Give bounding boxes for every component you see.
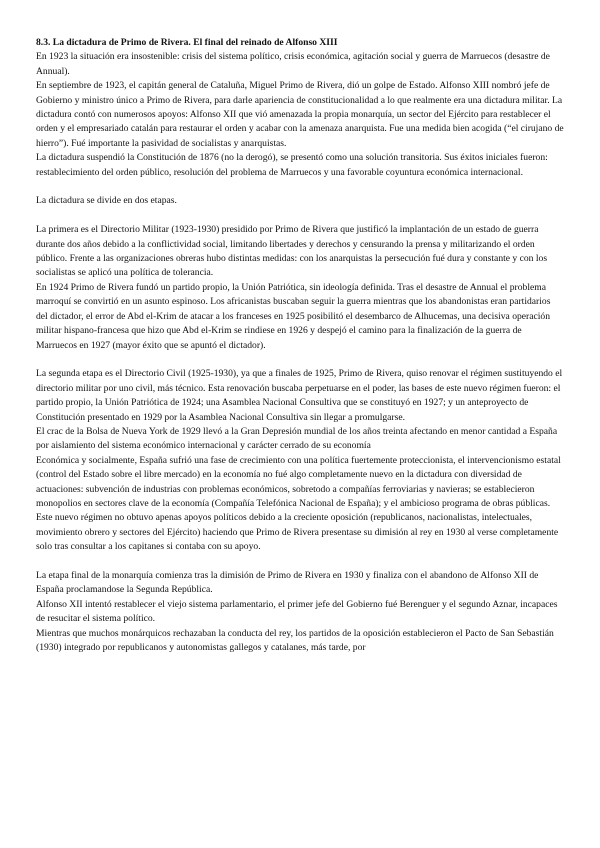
paragraph-8: El crac de la Bolsa de Nueva York de 1929 llevó a la Gran Depresión mundial de los años treinta afectando en menor cantidad a España por aislamiento del sistema económico internacional y carácter cerrado de su economía: [36, 425, 558, 452]
section-heading: 8.3. La dictadura de Primo de Rivera. El final del reinado de Alfonso XIII: [36, 37, 338, 48]
paragraph-2: En septiembre de 1923, el capitán general de Cataluña, Miguel Primo de Rivera, dió un golpe de Estado. Alfonso XIII nombró jefe de Gobierno y ministro único a Primo de Rivera, para darle apariencia de constitucionalidad a lo que realmente era una dictadura militar. La dictadura contó con numerosos apoyos: Alfonso XII que vió amenazada la propia monarquía, un sector del Ejército para restablecer el orden y el empresariado catalán para restaurar el orden y acabar con la amenaza anarquista. Fue una medida bien acogida (“el cirujano de hierro”). Fué importante la pasividad de socialistas y anarquistas.: [36, 80, 564, 149]
paragraph-gap: [36, 555, 564, 569]
paragraph-gap: [36, 209, 564, 223]
document-body: [36, 36, 564, 655]
paragraph-3: La dictadura suspendió la Constitución de 1876 (no la derogó), se presentó como una solución transitoria. Sus éxitos iniciales fueron: restablecimiento del orden público, resolución del problema de Marruecos y una favorable coyuntura económica internacional.: [36, 152, 548, 178]
paragraph-9: Económica y socialmente, España sufrió una fase de crecimiento con una política fuertemente proteccionista, el intervencionismo estatal (control del Estado sobre el libre mercado) en la economía no fué algo completamente nuevo en la dictadura con diversidad de actuaciones: subvención de industrias con problemas económicos, sobretodo a compañías ferroviarias y navieras; se establecieron monopolios en sectores clave de la economía (Compañía Telefónica Nacional de España); y el ambicioso programa de obras públicas.: [36, 454, 561, 509]
paragraph-13: Mientras que muchos monárquicos rechazaban la conducta del rey, los partidos de la oposición establecieron el Pacto de San Sebastián (1930) integrado por republicanos y autonomistas gallegos y catalanes, más tarde, por: [36, 627, 554, 653]
paragraph-4: La dictadura se divide en dos etapas.: [36, 195, 177, 207]
paragraph-11: La etapa final de la monarquía comienza tras la dimisión de Primo de Rivera en 1930 y finaliza con el abandono de Alfonso XII de España proclamandose la Segunda República.: [36, 569, 539, 596]
paragraph-7: La segunda etapa es el Directorio Civil (1925-1930), ya que a finales de 1925, Primo de Rivera, quiso renovar el régimen sustituyendo el directorio militar por uno civil, más técnico. Esta renovación buscaba perpetuarse en el poder, las bases de este nuevo régimen fueron: el partido propio, la Unión Patriótica de 1924; una Asamblea Nacional Consultiva que se constituyó en 1927; y un anteproyecto de Constitución presentado en 1929 por la Asamblea Nacional Consultiva sin llegar a promulgarse.: [36, 368, 563, 423]
paragraph-5: La primera es el Directorio Militar (1923-1930) presidido por Primo de Rivera que justificó la implantación de un estado de guerra durante dos años debido a la conflictividad social, limitando libertades y derechos y censurando la prensa y militarizando el orden público. Frente a las organizaciones obreras hubo distintas medidas: con los anarquistas la persecución fué dura y constante y con los socialistas se aplicó una política de tolerancia.: [36, 224, 548, 279]
paragraph-gap: [36, 180, 564, 194]
paragraph-1: En 1923 la situación era insostenible: crisis del sistema político, crisis económica, agitación social y guerra de Marruecos (desastre de Annual).: [36, 51, 550, 77]
paragraph-10: Este nuevo régimen no obtuvo apenas apoyos políticos debido a la creciente oposición (republicanos, nacionalistas, intelectuales, movimiento obrero y sectores del Ejército) haciendo que Primo de Rivera presentase su dimisión al rey en 1930 al verse completamente solo tras consultar a los capitanes si contaba con su apoyo.: [36, 512, 559, 553]
paragraph-gap: [36, 353, 564, 367]
paragraph-12: Alfonso XII intentó restablecer el viejo sistema parlamentario, el primer jefe del Gobierno fué Berenguer y el segundo Aznar, incapaces de resucitar el sistema político.: [36, 598, 558, 625]
paragraph-6: En 1924 Primo de Rivera fundó un partido propio, la Unión Patriótica, sin ideología definida. Tras el desastre de Annual el problema marroquí se convirtió en un asunto espinoso. Los africanistas buscaban seguir la guerra mientras que los abandonistas eran partidarios del dictador, el error de Abd el-Krim de atacar a los franceses en 1925 posibilitó el desembarco de Alhucemas, una decisiva operación militar hispano-francesa que hizo que Abd el-Krim se rindiese en 1926 y despejó el camino para la finalización de la guerra de Marruecos en 1927 (mayor éxito que se apuntó el dictador).: [36, 281, 551, 351]
